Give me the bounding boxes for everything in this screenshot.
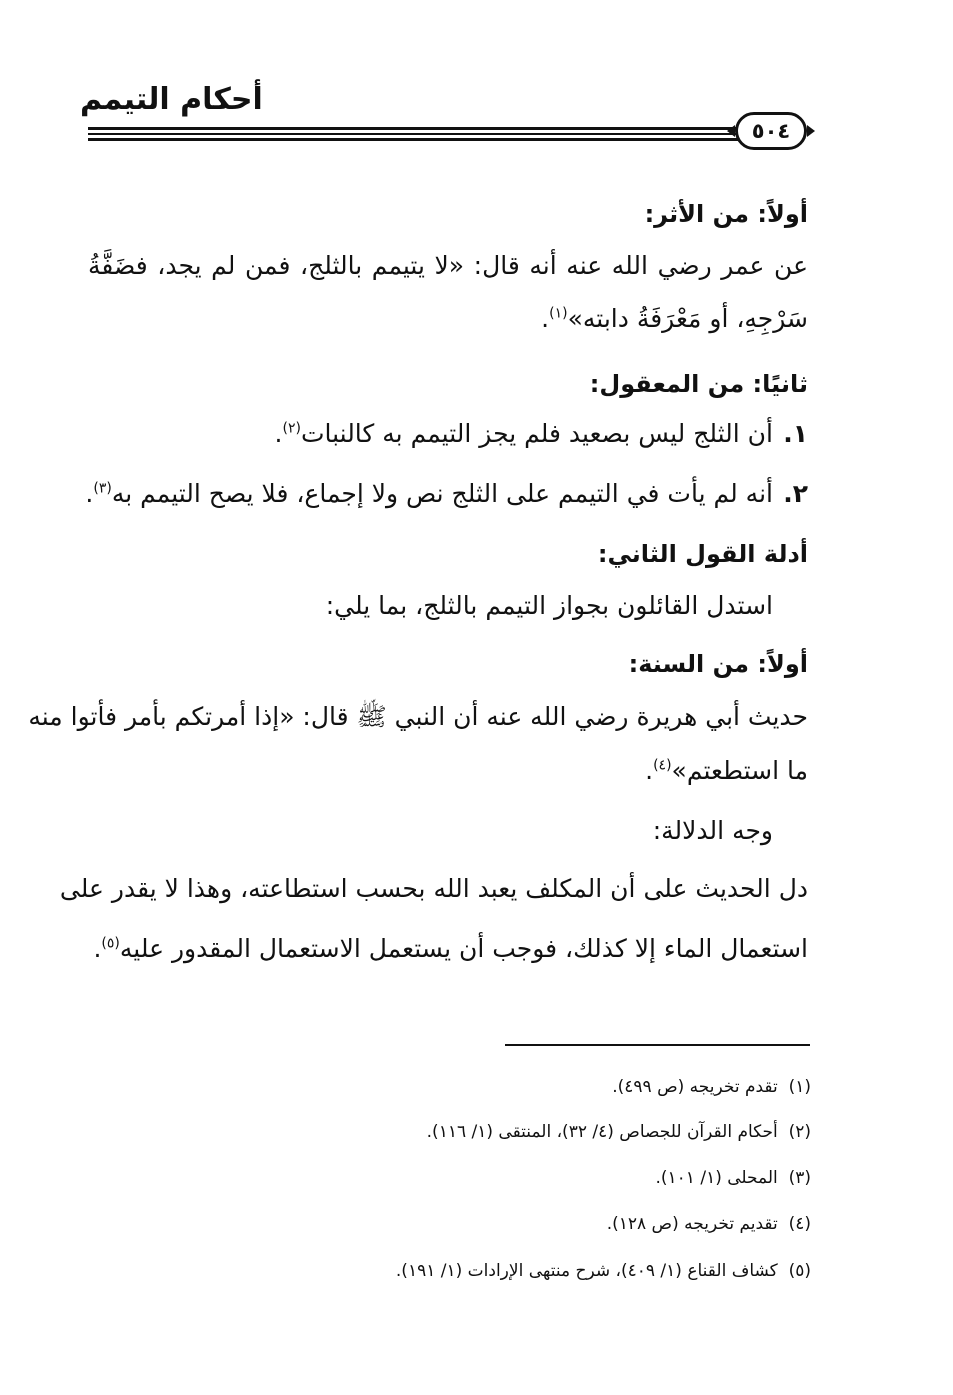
footnote-number: (٤) (788, 1214, 811, 1234)
footnote-ref: (٥) (101, 935, 120, 952)
punct: . (85, 479, 94, 508)
badge-ornament (727, 125, 735, 137)
heading-from-sunnah: أولاً: من السنة: (628, 650, 808, 678)
footnote-text: المحلى (١/ ١٠١). (655, 1168, 778, 1188)
footnote-text: كشاف القناع (١/ ٤٠٩)، شرح منتهى الإرادات (١/ ١٩١). (395, 1261, 778, 1281)
list-number: ٢. (783, 479, 808, 508)
footnote-text: أحكام القرآن للجصاص (٤/ ٣٢)، المنتقى (١/ ١١٦). (426, 1122, 778, 1142)
text: أن الثلج ليس بصعيد فلم يجز التيمم به كالنبات (300, 419, 773, 448)
footnote (427, 1118, 811, 1146)
punct: . (541, 304, 550, 333)
running-title: أحكام التيمم (80, 82, 263, 117)
footnote-number: (٢) (788, 1122, 811, 1142)
list-item (85, 475, 773, 513)
footnote-number: (٣) (788, 1168, 811, 1188)
footnote-ref: (١) (549, 305, 568, 322)
paragraph-line: عن عمر رضي الله عنه أنه قال: «لا يتيمم بالثلج، فمن لم يجد، فضَفَّةُ (88, 251, 808, 280)
footnote (607, 1210, 811, 1238)
text: سَرْجِهِ، أو مَعْرَفَةُ دابته» (567, 304, 808, 333)
text: استعمال الماء إلا كذلك، فوجب أن يستعمل الاستعمال المقدور عليه (119, 934, 808, 963)
paragraph-line (93, 930, 808, 968)
punct: . (93, 934, 102, 963)
paragraph-line (645, 752, 808, 790)
footnote-number: (٥) (788, 1261, 811, 1281)
footnote (655, 1164, 811, 1192)
list-number: ١. (783, 419, 808, 448)
footnote-ref: (٢) (282, 420, 301, 437)
header-rule (88, 133, 738, 135)
page-number: ٥٠٤ (751, 119, 791, 143)
page-number-badge (735, 112, 807, 150)
footnote-ref: (٤) (653, 757, 672, 774)
footnote (612, 1073, 811, 1101)
header-rule (88, 138, 738, 141)
text: أنه لم يأت في التيمم على الثلج نص ولا إجماع، فلا يصح التيمم به (111, 479, 773, 508)
text: ما استطعتم» (671, 756, 808, 785)
paragraph-line: حديث أبي هريرة رضي الله عنه أن النبي ﷺ قال: «إذا أمرتكم بأمر فأتوا منه (28, 702, 808, 731)
paragraph-line (541, 300, 808, 338)
footnote-ref: (٣) (93, 480, 112, 497)
heading-second-opinion: أدلة القول الثاني: (597, 540, 808, 568)
heading-evidence: وجه الدلالة: (652, 816, 773, 845)
footnote-separator (505, 1044, 810, 1046)
list-item (275, 415, 773, 453)
punct: . (645, 756, 654, 785)
footnote (396, 1257, 811, 1285)
heading-from-athar: أولاً: من الأثر: (644, 200, 808, 228)
badge-ornament (807, 125, 815, 137)
footnote-number: (١) (788, 1077, 811, 1097)
heading-from-reason: ثانيًا: من المعقول: (589, 370, 808, 398)
punct: . (274, 419, 283, 448)
header-rule (88, 127, 738, 130)
footnote-text: تقديم تخريجه (ص ١٢٨). (606, 1214, 778, 1234)
paragraph-line: استدل القائلون بجواز التيمم بالثلج، بما يلي: (325, 591, 773, 620)
footnote-text: تقدم تخريجه (ص ٤٩٩). (612, 1077, 778, 1097)
paragraph-line: دل الحديث على أن المكلف يعبد الله بحسب استطاعته، وهذا لا يقدر على (59, 874, 808, 903)
